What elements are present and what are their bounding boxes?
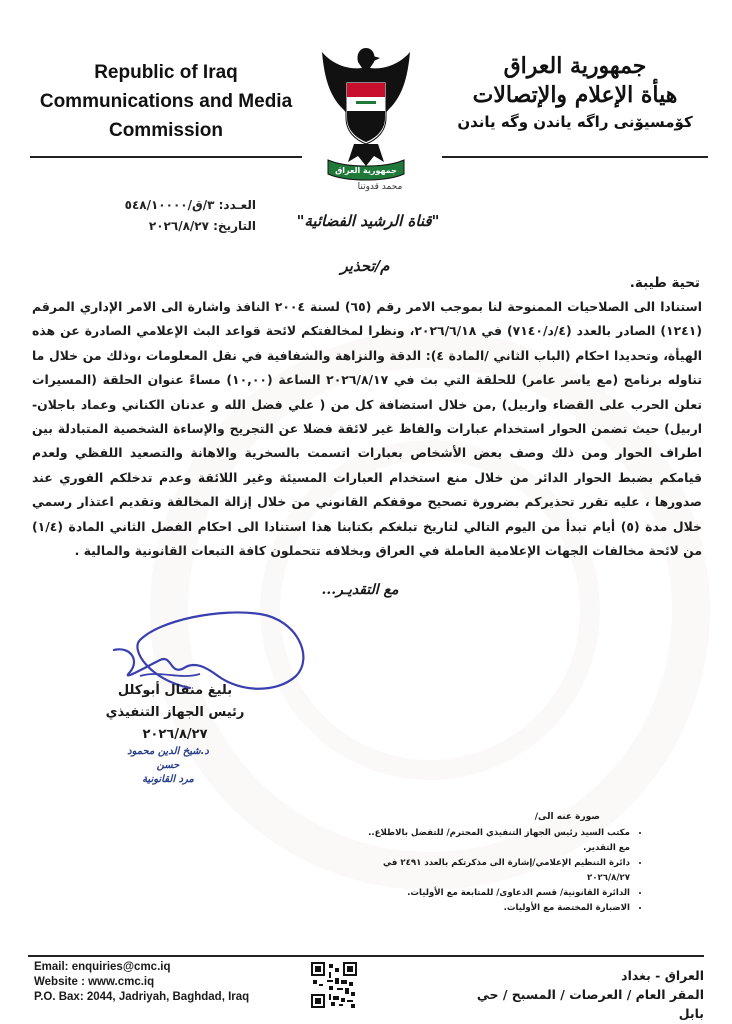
header-ar-line1: جمهورية العراق	[503, 53, 647, 79]
reference-number: العـدد: ٣/ق/٥٤٨/١٠٠٠٠	[124, 198, 256, 212]
header-divider-right	[442, 156, 708, 158]
cc-item: • دائرة التنظيم الإعلامي/إشارة الى مذكرتكم بالعدد ٢٤٩١ في ٢٠٢٦/٨/٢٧	[360, 856, 630, 886]
footer-website: Website : www.cmc.iq	[34, 976, 155, 988]
signatory-date: ٢٠٢٦/٨/٢٧	[142, 727, 208, 742]
footer-contact	[34, 960, 314, 1005]
addressee: "قناة الرشيد الفضائية"	[296, 212, 440, 230]
footer-ar-line2: المقر العام / العرصات / المسبح / حي بابل	[476, 987, 704, 1021]
signatory-block	[100, 680, 250, 746]
header-arabic	[440, 52, 710, 134]
header-english	[32, 58, 300, 145]
stamp-line1: د.شيخ الدين محمود حسن	[127, 746, 209, 771]
reference-date: التاريخ: ٢٠٢٦/٨/٢٧	[148, 219, 256, 233]
footer-address-arabic	[450, 966, 704, 1023]
letter-body: استنادا الى الصلاحيات الممنوحة لنا بموجب الامر رقم (٦٥) لسنة ٢٠٠٤ النافذ واشارة الى الامر الإداري المرقم (١٢٤١) الصادر بالعدد (٤/د/٧١٤٠) في ٢٠٢٦/٦/١٨، ونظرا لمخالفتكم لائحة قواعد البث الإعلامي الصادرة عن هذه الهيأة، وتحديدا احكام (الباب الثاني /المادة ٤): الدقة والنزاهة والشفافية في نقل المعلومات ،وذلك من خلال ما تناوله برنامج (مع ياسر عامر) للحلقة التي بث في ٢٠٢٦/٨/١٧ الساعة (١٠,٠٠) مساءً عنوان الحلقة (المسيرات تعلن الحرب على القضاء واربيل) ,من خلال استضافة كل من ( علي فضل الله و عدنان الكناني وعماد باجلان-اربيل) حيث تضمن الحوار استخدام عبارات والفاظ غير لائقة فضلا عن التجريح والإساءة الشخصية المتبادلة بين اطراف الحوار ومن ذلك وصف بعض الأشخاص بعبارات اتسمت بالسخرية والاهانة والتصعيد اللفظي ولعدم قيامكم بضبط الحوار الدائر من خلال منع استخدام العبارات المسيئة وغير اللائقة وعدم تدخلكم الفوري عند صدورها ، عليه تقرر تحذيركم بضرورة تصحيح موقفكم القانوني من خلال إزالة المخالفة وتقديم اعتذار رسمي خلال مدة (٥) أيام تبدأ من اليوم التالي لتاريخ تبلغكم بكتابنا هذا استنادا الى احكام الفصل الثاني المادة (١/٤) من لائحة مخالفات الجهات الإعلامية العاملة في العراق وبخلافه تتحملون كافة التبعات القانونية والمالية .	[32, 299, 702, 559]
signatory-title: رئيس الجهاز التنفيذي	[105, 705, 245, 720]
cc-title: صورة عنه الى/	[534, 812, 600, 822]
reference-block	[96, 195, 256, 237]
iraq-eagle-emblem-icon	[318, 44, 414, 184]
header-ar-line3: كۆمسيۆنی راگه یاندن وگه یاندن	[457, 113, 693, 131]
footer-email: Email: enquiries@cmc.iq	[34, 961, 171, 973]
cc-item: • الاضبارة المختصة مع الأوليات.	[360, 901, 630, 916]
cc-item: • مكتب السيد رئيس الجهاز التنفيذي المحترم/ للتفضل بالاطلاع.. مع التقدير.	[360, 826, 630, 856]
closing: مع التقديـر...	[321, 582, 399, 598]
subject: م/تحذير	[340, 257, 390, 275]
header-ar-line2: هيأة الإعلام والإتصالات	[472, 82, 678, 108]
cc-list	[360, 826, 642, 916]
qr-code-icon	[311, 962, 357, 1008]
emblem-signature: محمد قدوتنا	[357, 182, 403, 192]
signatory-name: بليغ منقال أبوكلل	[117, 683, 233, 698]
header-en-line3: Commission	[108, 120, 224, 141]
emblem-banner-text: جمهورية العراق	[335, 166, 397, 175]
legal-stamp	[118, 745, 218, 787]
footer-ar-line1: العراق - بغداد	[621, 968, 704, 983]
footer-divider	[28, 955, 704, 957]
footer-po-box: P.O. Bax: 2044, Jadriyah, Baghdad, Iraq	[34, 991, 250, 1003]
header-divider-left	[30, 156, 302, 158]
header-en-line1: Republic of Iraq	[94, 62, 238, 83]
stamp-line2: مرد القانونية	[142, 774, 194, 785]
greeting: تحية طيبة.	[629, 275, 700, 291]
cc-item: • الدائرة القانونية/ قسم الدعاوى/ للمتابعة مع الأوليات.	[360, 886, 630, 901]
header-en-line2: Communications and Media	[39, 91, 293, 112]
